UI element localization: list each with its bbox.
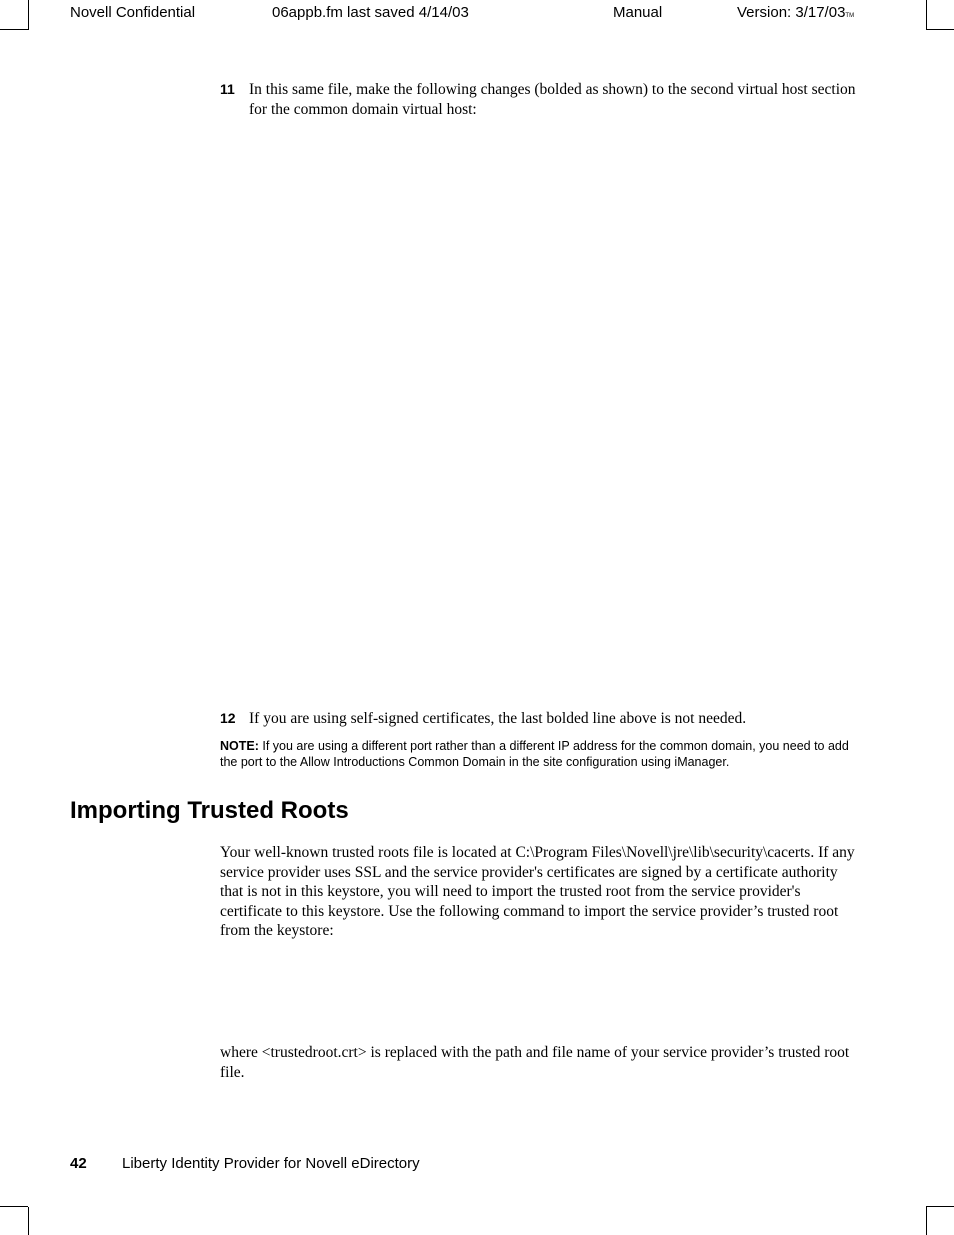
header-confidential: Novell Confidential [70, 4, 196, 21]
section-after-paragraph: where <trustedroot.crt> is replaced with the path and file name of your service provider’s trusted root file. [220, 1044, 850, 1081]
note-text: If you are using a different port rather than a different IP address for the common domain, you need to add the port to the Allow Introductions Common Domain in the site configuration using iManager. [220, 739, 849, 769]
header-doc-type: Manual [613, 4, 663, 21]
step-11 [220, 80, 860, 119]
section-intro-paragraph: Your well-known trusted roots file is located at C:\Program Files\Novell\jre\lib\security\cacerts. If any service provider uses SSL and the service provider's certificates are signed by a certificate authority that is not in this keystore, you will need to import the trusted root from the service provider's certificate to this keystore. Use the following command to import the service provider’s trusted root from the keystore: [220, 844, 855, 939]
version-text: Version: 3/17/03 [737, 4, 846, 21]
step-number: 12 [220, 710, 236, 726]
crop-mark [28, 1207, 29, 1235]
crop-mark [0, 1206, 28, 1207]
page-number: 42 [70, 1155, 87, 1172]
step-text: In this same file, make the following changes (bolded as shown) to the second virtual host section for the common domain virtual host: [249, 81, 856, 118]
crop-mark [0, 29, 28, 30]
crop-mark [926, 0, 927, 30]
footer-book-title: Liberty Identity Provider for Novell eDirectory [122, 1155, 420, 1172]
step-number: 11 [220, 81, 235, 97]
crop-mark [926, 1207, 927, 1235]
header-file-saved: 06appb.fm last saved 4/14/03 [272, 4, 469, 21]
step-12 [220, 709, 860, 729]
note-label: NOTE: [220, 739, 259, 753]
step-text: If you are using self-signed certificates, the last bolded line above is not needed. [249, 710, 747, 727]
crop-mark [28, 0, 29, 30]
crop-mark [926, 1206, 954, 1207]
section-heading: Importing Trusted Roots [70, 797, 349, 824]
trademark-mark: TM [845, 13, 855, 19]
crop-mark [926, 29, 954, 30]
note [220, 738, 860, 770]
header-version [737, 4, 854, 25]
